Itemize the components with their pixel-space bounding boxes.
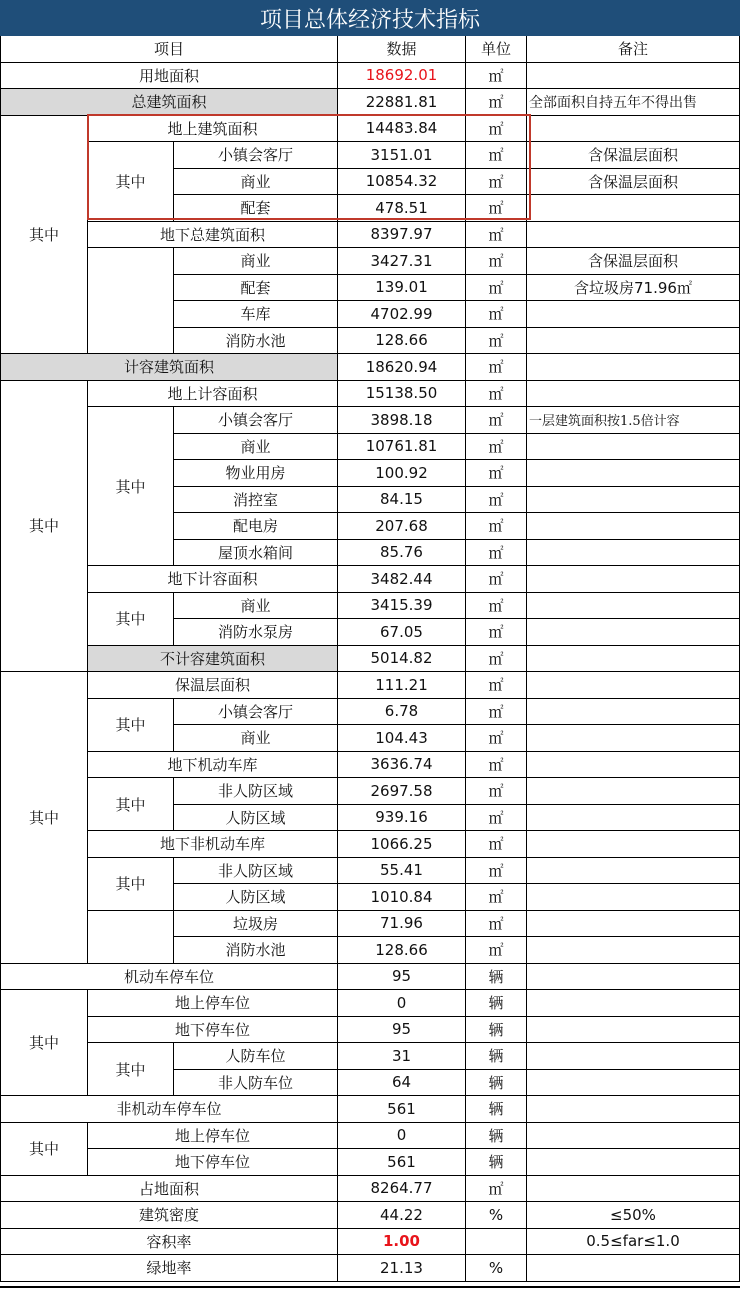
row-value: 1010.84: [338, 884, 466, 911]
row-label: 消防水池: [174, 937, 338, 964]
row-label: 地下停车位: [88, 1017, 338, 1044]
row-note: [527, 937, 740, 964]
row-value: 8264.77: [338, 1176, 466, 1203]
row-label: 人防区域: [174, 884, 338, 911]
row-note: [527, 540, 740, 567]
row-value: 478.51: [338, 195, 466, 222]
row-unit: ㎡: [466, 699, 527, 726]
row-value: 71.96: [338, 911, 466, 938]
row-unit: ㎡: [466, 646, 527, 673]
row-unit: ㎡: [466, 805, 527, 832]
row-unit: ㎡: [466, 195, 527, 222]
row-value: 3151.01: [338, 142, 466, 169]
row-label: 不计容建筑面积: [88, 646, 338, 673]
row-unit: %: [466, 1202, 527, 1229]
row-unit: ㎡: [466, 752, 527, 779]
row-note: [527, 752, 740, 779]
row-label: 地上建筑面积: [88, 116, 338, 143]
row-unit: ㎡: [466, 222, 527, 249]
subgroup-label-qizhong: 其中: [88, 593, 174, 646]
row-value: 561: [338, 1096, 466, 1123]
subgroup-label-qizhong: 其中: [88, 699, 174, 752]
row-value: 111.21: [338, 672, 466, 699]
row-note: [527, 1017, 740, 1044]
row-label: 小镇会客厅: [174, 142, 338, 169]
row-note: 全部面积自持五年不得出售: [527, 89, 740, 116]
row-unit: ㎡: [466, 566, 527, 593]
row-value: 1.00: [338, 1229, 466, 1256]
subgroup-blank: [88, 248, 174, 354]
row-unit: ㎡: [466, 831, 527, 858]
row-note: [527, 858, 740, 885]
row-unit: ㎡: [466, 248, 527, 275]
row-note: [527, 884, 740, 911]
row-note: [527, 1255, 740, 1282]
row-unit: ㎡: [466, 328, 527, 355]
row-unit: 辆: [466, 1123, 527, 1150]
row-unit: [466, 1229, 527, 1256]
row-note: 0.5≤far≤1.0: [527, 1229, 740, 1256]
row-value: 128.66: [338, 937, 466, 964]
row-note: [527, 513, 740, 540]
row-unit: ㎡: [466, 858, 527, 885]
row-label: 小镇会客厅: [174, 699, 338, 726]
row-value: 18620.94: [338, 354, 466, 381]
row-value: 10761.81: [338, 434, 466, 461]
row-label: 屋顶水箱间: [174, 540, 338, 567]
row-value: 3415.39: [338, 593, 466, 620]
row-unit: %: [466, 1255, 527, 1282]
header-value: 数据: [338, 36, 466, 63]
row-note: [527, 990, 740, 1017]
subgroup-label-qizhong: 其中: [88, 142, 174, 222]
row-note: [527, 195, 740, 222]
row-value: 5014.82: [338, 646, 466, 673]
row-note: [527, 778, 740, 805]
row-note: 含保温层面积: [527, 142, 740, 169]
row-value: 1066.25: [338, 831, 466, 858]
row-note: 含垃圾房71.96㎡: [527, 275, 740, 302]
row-value: 104.43: [338, 725, 466, 752]
row-value: 95: [338, 964, 466, 991]
row-unit: 辆: [466, 1043, 527, 1070]
table-title: 项目总体经济技术指标: [0, 0, 740, 36]
row-label: 商业: [174, 434, 338, 461]
row-value: 31: [338, 1043, 466, 1070]
row-unit: ㎡: [466, 487, 527, 514]
row-unit: ㎡: [466, 778, 527, 805]
row-unit: ㎡: [466, 911, 527, 938]
row-label: 小镇会客厅: [174, 407, 338, 434]
row-value: 55.41: [338, 858, 466, 885]
row-note: [527, 116, 740, 143]
row-unit: ㎡: [466, 169, 527, 196]
row-label: 物业用房: [174, 460, 338, 487]
subgroup-label-qizhong: 其中: [88, 778, 174, 831]
row-note: [527, 354, 740, 381]
row-unit: 辆: [466, 1096, 527, 1123]
row-note: [527, 222, 740, 249]
bottom-rule: [0, 1286, 740, 1288]
row-unit: ㎡: [466, 1176, 527, 1203]
row-label: 非机动车停车位: [0, 1096, 338, 1123]
group-label-qizhong: 其中: [0, 116, 88, 355]
row-label: 容积率: [0, 1229, 338, 1256]
row-value: 207.68: [338, 513, 466, 540]
row-value: 2697.58: [338, 778, 466, 805]
row-label: 商业: [174, 725, 338, 752]
row-unit: ㎡: [466, 513, 527, 540]
row-label: 计容建筑面积: [0, 354, 338, 381]
row-value: 67.05: [338, 619, 466, 646]
row-label: 商业: [174, 248, 338, 275]
row-note: 含保温层面积: [527, 169, 740, 196]
row-label: 地下计容面积: [88, 566, 338, 593]
row-label: 绿地率: [0, 1255, 338, 1282]
row-unit: ㎡: [466, 434, 527, 461]
row-unit: 辆: [466, 990, 527, 1017]
row-label: 商业: [174, 593, 338, 620]
row-note: [527, 964, 740, 991]
subgroup-label-qizhong: 其中: [88, 858, 174, 911]
row-value: 128.66: [338, 328, 466, 355]
row-unit: ㎡: [466, 116, 527, 143]
row-label: 地上停车位: [88, 990, 338, 1017]
row-value: 139.01: [338, 275, 466, 302]
row-note: [527, 672, 740, 699]
row-value: 21.13: [338, 1255, 466, 1282]
row-note: [527, 619, 740, 646]
row-note: ≤50%: [527, 1202, 740, 1229]
row-value: 3898.18: [338, 407, 466, 434]
row-value: 8397.97: [338, 222, 466, 249]
row-label: 人防车位: [174, 1043, 338, 1070]
row-value: 3427.31: [338, 248, 466, 275]
group-label-qizhong: 其中: [0, 990, 88, 1096]
row-value: 6.78: [338, 699, 466, 726]
row-value: 44.22: [338, 1202, 466, 1229]
row-value: 561: [338, 1149, 466, 1176]
row-label: 配套: [174, 195, 338, 222]
subgroup-label-qizhong: 其中: [88, 1043, 174, 1096]
row-note: [527, 434, 740, 461]
row-label: 车库: [174, 301, 338, 328]
row-value: 3482.44: [338, 566, 466, 593]
row-value: 939.16: [338, 805, 466, 832]
row-note: [527, 487, 740, 514]
row-label: 地下非机动车库: [88, 831, 338, 858]
row-note: [527, 460, 740, 487]
row-note: 一层建筑面积按1.5倍计容: [527, 407, 740, 434]
row-value: 18692.01: [338, 63, 466, 90]
row-note: 含保温层面积: [527, 248, 740, 275]
row-unit: ㎡: [466, 354, 527, 381]
subgroup-label-qizhong: 其中: [88, 407, 174, 566]
row-label: 人防区域: [174, 805, 338, 832]
row-label: 非人防区域: [174, 858, 338, 885]
row-note: [527, 1096, 740, 1123]
row-label: 消防水泵房: [174, 619, 338, 646]
row-unit: ㎡: [466, 407, 527, 434]
row-note: [527, 593, 740, 620]
header-item: 项目: [0, 36, 338, 63]
row-note: [527, 566, 740, 593]
row-unit: ㎡: [466, 540, 527, 567]
row-label: 消控室: [174, 487, 338, 514]
row-label: 非人防区域: [174, 778, 338, 805]
row-note: [527, 911, 740, 938]
row-label: 垃圾房: [174, 911, 338, 938]
row-label: 地上停车位: [88, 1123, 338, 1150]
row-value: 64: [338, 1070, 466, 1097]
row-label: 机动车停车位: [0, 964, 338, 991]
row-note: [527, 381, 740, 408]
row-unit: 辆: [466, 1017, 527, 1044]
row-value: 0: [338, 1123, 466, 1150]
row-note: [527, 1043, 740, 1070]
row-note: [527, 1070, 740, 1097]
row-label: 总建筑面积: [0, 89, 338, 116]
row-note: [527, 1123, 740, 1150]
row-unit: ㎡: [466, 460, 527, 487]
row-unit: ㎡: [466, 301, 527, 328]
group-label-qizhong: 其中: [0, 672, 88, 964]
row-label: 配套: [174, 275, 338, 302]
row-note: [527, 63, 740, 90]
row-note: [527, 1149, 740, 1176]
row-note: [527, 328, 740, 355]
row-label: 地下总建筑面积: [88, 222, 338, 249]
row-value: 10854.32: [338, 169, 466, 196]
group-label-qizhong: 其中: [0, 381, 88, 673]
row-note: [527, 725, 740, 752]
row-label: 商业: [174, 169, 338, 196]
row-value: 84.15: [338, 487, 466, 514]
row-label: 配电房: [174, 513, 338, 540]
indicator-table: [0, 36, 740, 1282]
row-unit: ㎡: [466, 381, 527, 408]
row-unit: ㎡: [466, 725, 527, 752]
row-unit: ㎡: [466, 89, 527, 116]
row-unit: 辆: [466, 964, 527, 991]
subgroup-blank: [88, 911, 174, 964]
row-value: 4702.99: [338, 301, 466, 328]
row-value: 0: [338, 990, 466, 1017]
row-note: [527, 831, 740, 858]
row-label: 占地面积: [0, 1176, 338, 1203]
row-unit: 辆: [466, 1149, 527, 1176]
header-note: 备注: [527, 36, 740, 63]
row-label: 地下机动车库: [88, 752, 338, 779]
row-unit: ㎡: [466, 142, 527, 169]
row-note: [527, 1176, 740, 1203]
row-value: 3636.74: [338, 752, 466, 779]
row-label: 地下停车位: [88, 1149, 338, 1176]
row-unit: 辆: [466, 1070, 527, 1097]
row-unit: ㎡: [466, 619, 527, 646]
row-unit: ㎡: [466, 593, 527, 620]
row-unit: ㎡: [466, 275, 527, 302]
row-value: 14483.84: [338, 116, 466, 143]
row-unit: ㎡: [466, 63, 527, 90]
row-label: 地上计容面积: [88, 381, 338, 408]
row-unit: ㎡: [466, 672, 527, 699]
row-label: 保温层面积: [88, 672, 338, 699]
group-label-qizhong: 其中: [0, 1123, 88, 1176]
row-note: [527, 646, 740, 673]
row-value: 15138.50: [338, 381, 466, 408]
row-value: 85.76: [338, 540, 466, 567]
row-note: [527, 301, 740, 328]
header-unit: 单位: [466, 36, 527, 63]
row-note: [527, 699, 740, 726]
row-unit: ㎡: [466, 884, 527, 911]
row-value: 100.92: [338, 460, 466, 487]
row-note: [527, 805, 740, 832]
row-label: 消防水池: [174, 328, 338, 355]
row-label: 建筑密度: [0, 1202, 338, 1229]
row-value: 22881.81: [338, 89, 466, 116]
row-value: 95: [338, 1017, 466, 1044]
row-label: 非人防车位: [174, 1070, 338, 1097]
row-label: 用地面积: [0, 63, 338, 90]
row-unit: ㎡: [466, 937, 527, 964]
